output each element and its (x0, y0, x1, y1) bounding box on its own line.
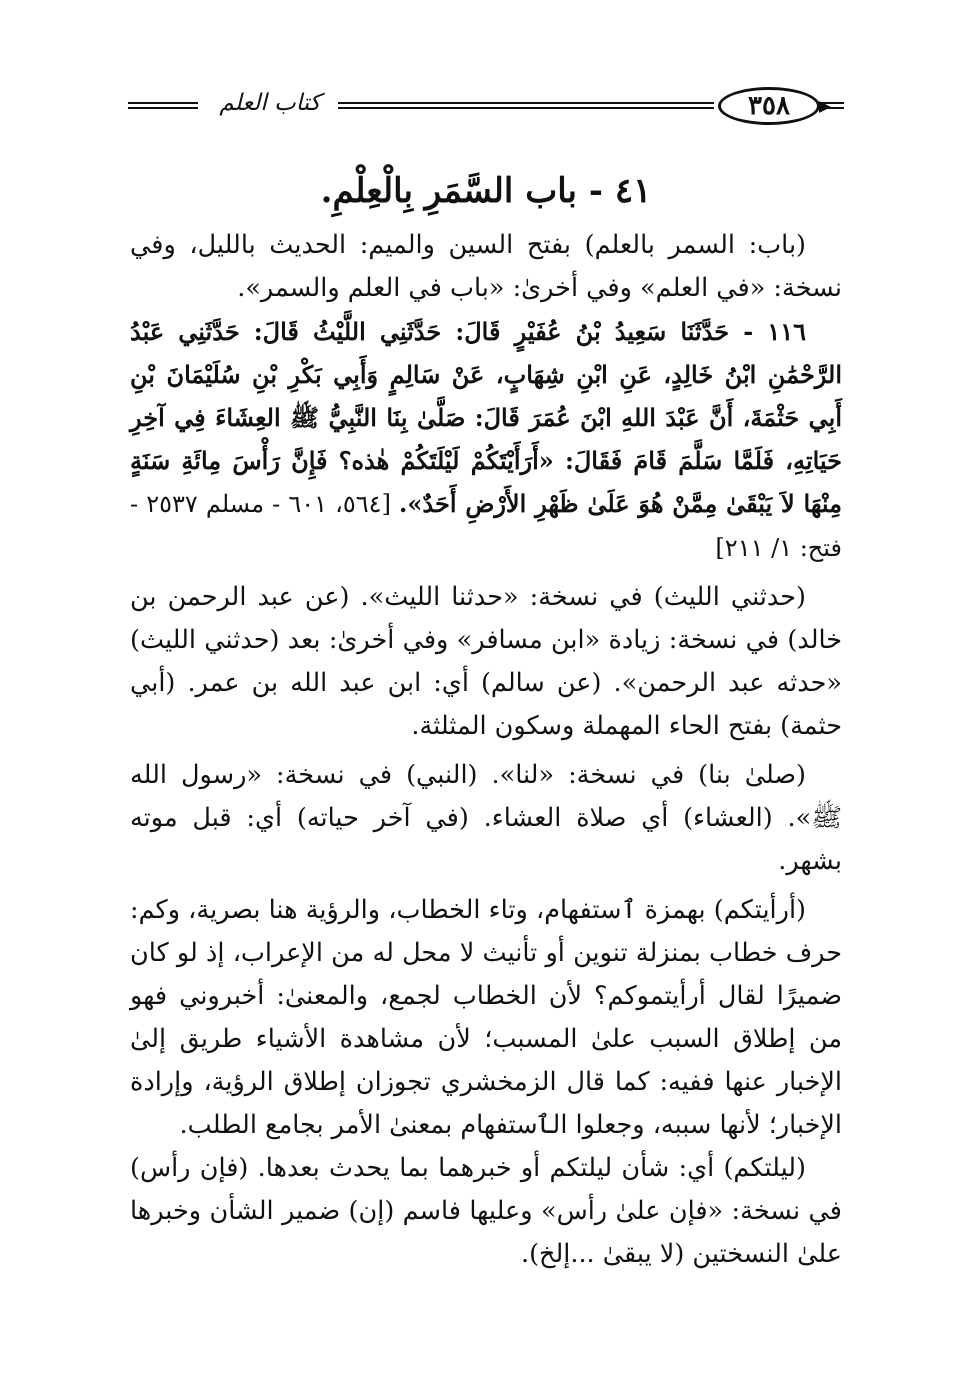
hadith-text (130, 310, 842, 570)
chapter-title: ٤١ - باب السَّمَرِ بِالْعِلْمِ. (320, 171, 652, 211)
commentary-paragraph: (ليلتكم) أي: شأن ليلتكم أو خبرهما بما يحدث بعدها. (فإن رأس) في نسخة: «فإن علىٰ رأس» وعليها فاسم (إن) ضمير الشأن وخبرها علىٰ النسختين (لا يبقىٰ ...إلخ). (130, 1153, 842, 1269)
commentary-paragraph: (باب: السمر بالعلم) بفتح السين والميم: الحديث بالليل، وفي نسخة: «في العلم» وفي أخرىٰ: «باب في العلم والسمر». (130, 230, 842, 303)
page-content (130, 162, 842, 1276)
commentary-paragraph: (أرأيتكم) بهمزة ٱستفهام، وتاء الخطاب، والرؤية هنا بصرية، وكم: حرف خطاب بمنزلة تنوين أو تأنيث لا محل له من الإعراب، إذ لو كان ضميرًا لقال أرأيتموكم؟ لأن الخطاب لجمع، والمعنىٰ: أخبروني فهو من إطلاق السبب علىٰ المسبب؛ لأن مشاهدة الأشياء طريق إلىٰ الإخبار عنها ففيه: كما قال الزمخشري تجوزان إطلاق الرؤية، وإرادة الإخبار؛ لأنها سببه، وجعلوا الٱستفهام بمعنىٰ الأمر بجامع الطلب. (130, 895, 842, 1140)
running-header (128, 86, 840, 126)
header-rule-right (818, 102, 844, 109)
hadith-references: [٥٦٤، ٦٠١ - مسلم ٢٥٣٧ - فتح: ١/ ٢١١] (130, 490, 842, 562)
running-title: كتاب العلم (219, 90, 321, 116)
commentary-paragraph: (حدثني الليث) في نسخة: «حدثنا الليث». (عن عبد الرحمن بن خالد) في نسخة: زيادة «ابن مسافر» وفي أخرىٰ: بعد (حدثني الليث) «حدثه عبد الرحمن». (عن سالم) أي: ابن عبد الله بن عمر. (أبي حثمة) بفتح الحاء المهملة وسكون المثلثة. (130, 582, 842, 741)
header-rule-left (128, 102, 198, 109)
page-number: ٣٥٨ (718, 87, 820, 125)
commentary-paragraph: (صلىٰ بنا) في نسخة: «لنا». (النبي) في نسخة: «رسول الله ﷺ». (العشاء) أي صلاة العشاء. (في آخر حياته) أي: قبل موته بشهر. (130, 760, 842, 876)
hadith-body: ١١٦ - حَدَّثَنَا سَعِيدُ بْنُ عُفَيْرٍ قَالَ: حَدَّثَنِي اللَّيْثُ قَالَ: حَدَّثَنِي عَبْدُ الرَّحْمَٰنِ ابْنُ خَالِدٍ، عَنِ ابْنِ شِهَابٍ، عَنْ سَالِمٍ وَأَبِي بَكْرِ بْنِ سُلَيْمَانَ بْنِ أَبِي حَثْمَةَ، أَنَّ عَبْدَ اللهِ ابْنَ عُمَرَ قَالَ: صَلَّىٰ بِنَا النَّبِيُّ ﷺ العِشَاءَ فِي آخِرِ حَيَاتِهِ، فَلَمَّا سَلَّمَ قَامَ فَقَالَ: «أَرَأَيْتَكُمْ لَيْلَتَكُمْ هٰذه؟ فَإِنَّ رَأْسَ مِائَةِ سَنَةٍ مِنْهَا لاَ يَبْقَىٰ مِمَّنْ هُوَ عَلَىٰ ظَهْرِ الأَرْضِ أَحَدٌ». (130, 317, 842, 518)
header-rule-middle (338, 102, 714, 109)
